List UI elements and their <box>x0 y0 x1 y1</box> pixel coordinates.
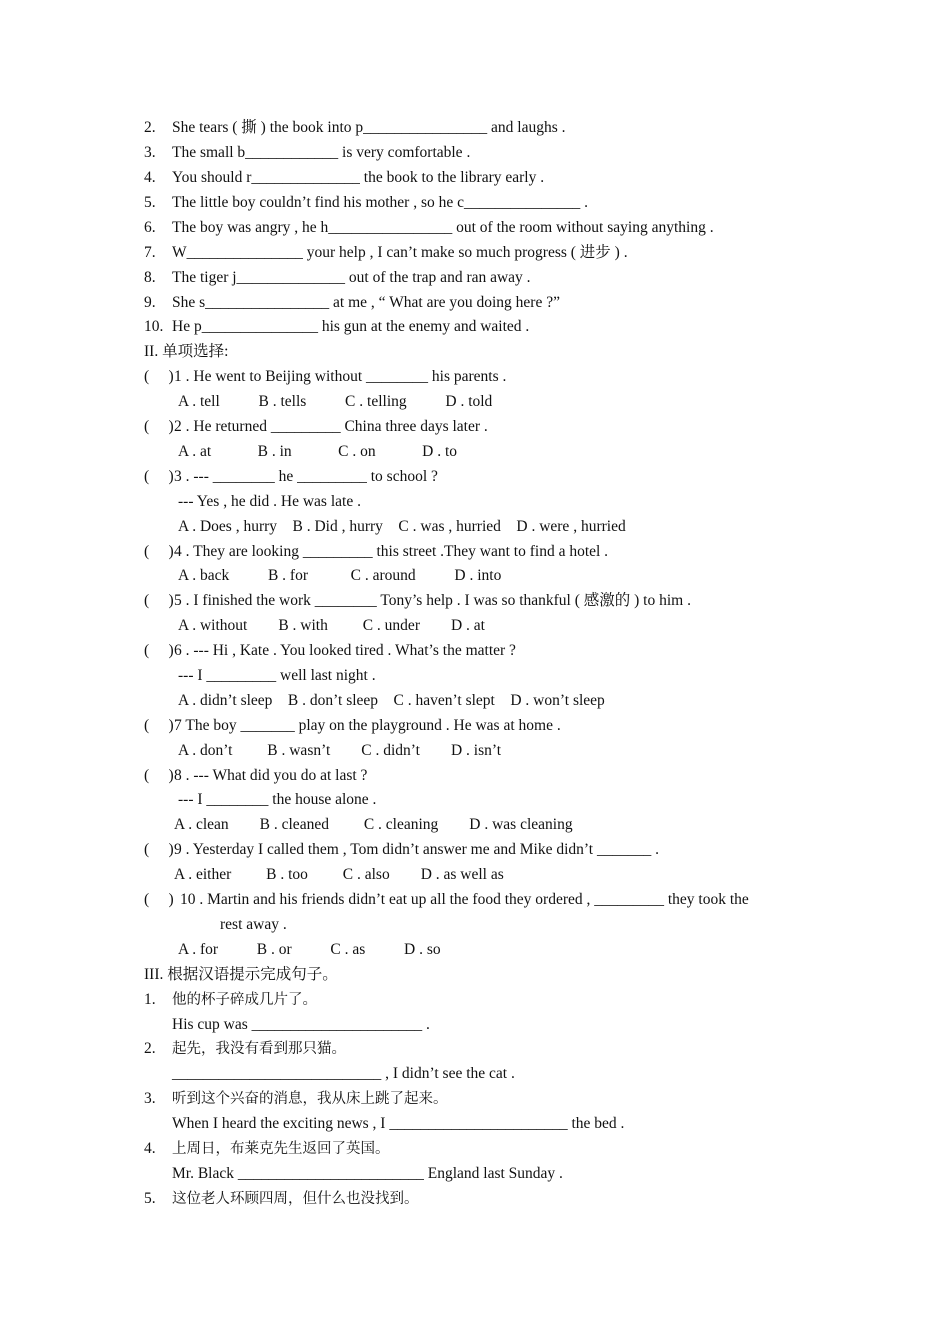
question-text: 2 . He returned _________ China three days later . <box>174 418 488 435</box>
q10-continuation: rest away . <box>220 916 287 933</box>
q5-options: A . without B . with C . under D . at <box>178 617 485 634</box>
question-text: 5 . I finished the work ________ Tony’s help . I was so thankful ( 感激的 ) to him . <box>174 592 691 609</box>
q5-stem <box>144 588 691 613</box>
item-number: 3. <box>144 144 156 161</box>
section-2-title: II. 单项选择: <box>144 343 229 360</box>
item-text: She s________________ at me , “ What are you doing here ?” <box>172 294 560 311</box>
q9-stem <box>144 837 659 862</box>
item-text: She tears ( 撕 ) the book into p________________ and laughs . <box>172 119 566 136</box>
item-text: The small b____________ is very comfortable . <box>172 144 471 161</box>
item-number: 1. <box>144 991 156 1008</box>
item-text: W_______________ your help , I can’t make so much progress ( 进步 ) . <box>172 244 628 261</box>
answer-paren: ( ) <box>144 368 174 385</box>
s3-item-3-cn <box>144 1086 448 1111</box>
answer-paren: ( ) <box>144 891 174 908</box>
item-text: The little boy couldn’t find his mother , so he c_______________ . <box>172 194 589 211</box>
q3-stem <box>144 464 438 489</box>
question-text: 4 . They are looking _________ this street .They want to find a hotel . <box>174 543 609 560</box>
q1-stem <box>144 364 506 389</box>
q10-options: A . for B . or C . as D . so <box>178 941 441 958</box>
s3-item-5-cn <box>144 1186 419 1211</box>
q7-options: A . don’t B . wasn’t C . didn’t D . isn’t <box>178 742 502 759</box>
answer-paren: ( ) <box>144 592 174 609</box>
s1-item-7 <box>144 240 628 265</box>
q9-options: A . either B . too C . also D . as well as <box>174 866 504 883</box>
item-number: 4. <box>144 1140 156 1157</box>
section-3-title: III. 根据汉语提示完成句子。 <box>144 966 338 983</box>
q3-answer: --- Yes , he did . He was late . <box>178 493 361 510</box>
s3-item-4-cn <box>144 1136 390 1161</box>
s3-item-4-en: Mr. Black ________________________ England last Sunday . <box>172 1165 563 1182</box>
chinese-prompt: 他的杯子碎成几片了。 <box>172 992 317 1008</box>
s1-item-4 <box>144 165 544 190</box>
chinese-prompt: 上周日，布莱克先生返回了英国。 <box>172 1141 390 1157</box>
item-number: 6. <box>144 219 156 236</box>
question-text: 9 . Yesterday I called them , Tom didn’t answer me and Mike didn’t _______ . <box>174 841 659 858</box>
item-number: 5. <box>144 194 156 211</box>
answer-paren: ( ) <box>144 767 174 784</box>
s3-item-2-cn <box>144 1036 346 1061</box>
q1-options: A . tell B . tells C . telling D . told <box>178 393 493 410</box>
item-text: The tiger j______________ out of the trap and ran away . <box>172 269 531 286</box>
q6-stem <box>144 638 516 663</box>
s3-item-1-en: His cup was ______________________ . <box>172 1016 430 1033</box>
q6-options: A . didn’t sleep B . don’t sleep C . haven’t slept D . won’t sleep <box>178 692 605 709</box>
item-number: 3. <box>144 1090 156 1107</box>
item-text: He p_______________ his gun at the enemy and waited . <box>172 318 530 335</box>
s3-item-3-en: When I heard the exciting news , I _______________________ the bed . <box>172 1115 625 1132</box>
item-number: 9. <box>144 294 156 311</box>
s1-item-8 <box>144 265 531 290</box>
answer-paren: ( ) <box>144 841 174 858</box>
q4-options: A . back B . for C . around D . into <box>178 567 502 584</box>
item-number: 10. <box>144 318 164 335</box>
question-text: 10 . Martin and his friends didn’t eat up all the food they ordered , _________ they took the <box>180 891 749 908</box>
q2-options: A . at B . in C . on D . to <box>178 443 458 460</box>
answer-paren: ( ) <box>144 543 174 560</box>
question-text: 7 The boy _______ play on the playground . He was at home . <box>174 717 561 734</box>
item-number: 8. <box>144 269 156 286</box>
question-text: 6 . --- Hi , Kate . You looked tired . What’s the matter ? <box>174 642 516 659</box>
answer-paren: ( ) <box>144 418 174 435</box>
chinese-prompt: 起先，我没有看到那只猫。 <box>172 1041 346 1057</box>
item-text: You should r______________ the book to the library early . <box>172 169 545 186</box>
chinese-prompt: 听到这个兴奋的消息，我从床上跳了起来。 <box>172 1091 448 1107</box>
answer-paren: ( ) <box>144 717 174 734</box>
answer-paren: ( ) <box>144 468 174 485</box>
item-number: 7. <box>144 244 156 261</box>
s3-item-2-en: ___________________________ , I didn’t see the cat . <box>172 1065 515 1082</box>
item-number: 2. <box>144 119 156 136</box>
item-number: 4. <box>144 169 156 186</box>
question-text: 3 . --- ________ he _________ to school ? <box>174 468 438 485</box>
item-number: 5. <box>144 1190 156 1207</box>
s1-item-2 <box>144 115 565 140</box>
q2-stem <box>144 414 488 439</box>
q7-stem <box>144 713 561 738</box>
q4-stem <box>144 539 608 564</box>
q10-stem <box>144 887 749 912</box>
item-number: 2. <box>144 1040 156 1057</box>
s1-item-9 <box>144 290 560 315</box>
question-text: 1 . He went to Beijing without ________ his parents . <box>174 368 507 385</box>
s1-item-6 <box>144 215 714 240</box>
s1-item-10 <box>144 314 529 339</box>
q6-answer: --- I _________ well last night . <box>178 667 376 684</box>
answer-paren: ( ) <box>144 642 174 659</box>
q8-options: A . clean B . cleaned C . cleaning D . was cleaning <box>174 816 573 833</box>
s1-item-5 <box>144 190 588 215</box>
chinese-prompt: 这位老人环顾四周，但什么也没找到。 <box>172 1191 419 1207</box>
q3-options: A . Does , hurry B . Did , hurry C . was , hurried D . were , hurried <box>178 518 626 535</box>
item-text: The boy was angry , he h________________ out of the room without saying anything . <box>172 219 714 236</box>
s3-item-1-cn <box>144 987 317 1012</box>
q8-stem <box>144 763 367 788</box>
s1-item-3 <box>144 140 470 165</box>
question-text: 8 . --- What did you do at last ? <box>174 767 368 784</box>
q8-answer: --- I ________ the house alone . <box>178 791 377 808</box>
